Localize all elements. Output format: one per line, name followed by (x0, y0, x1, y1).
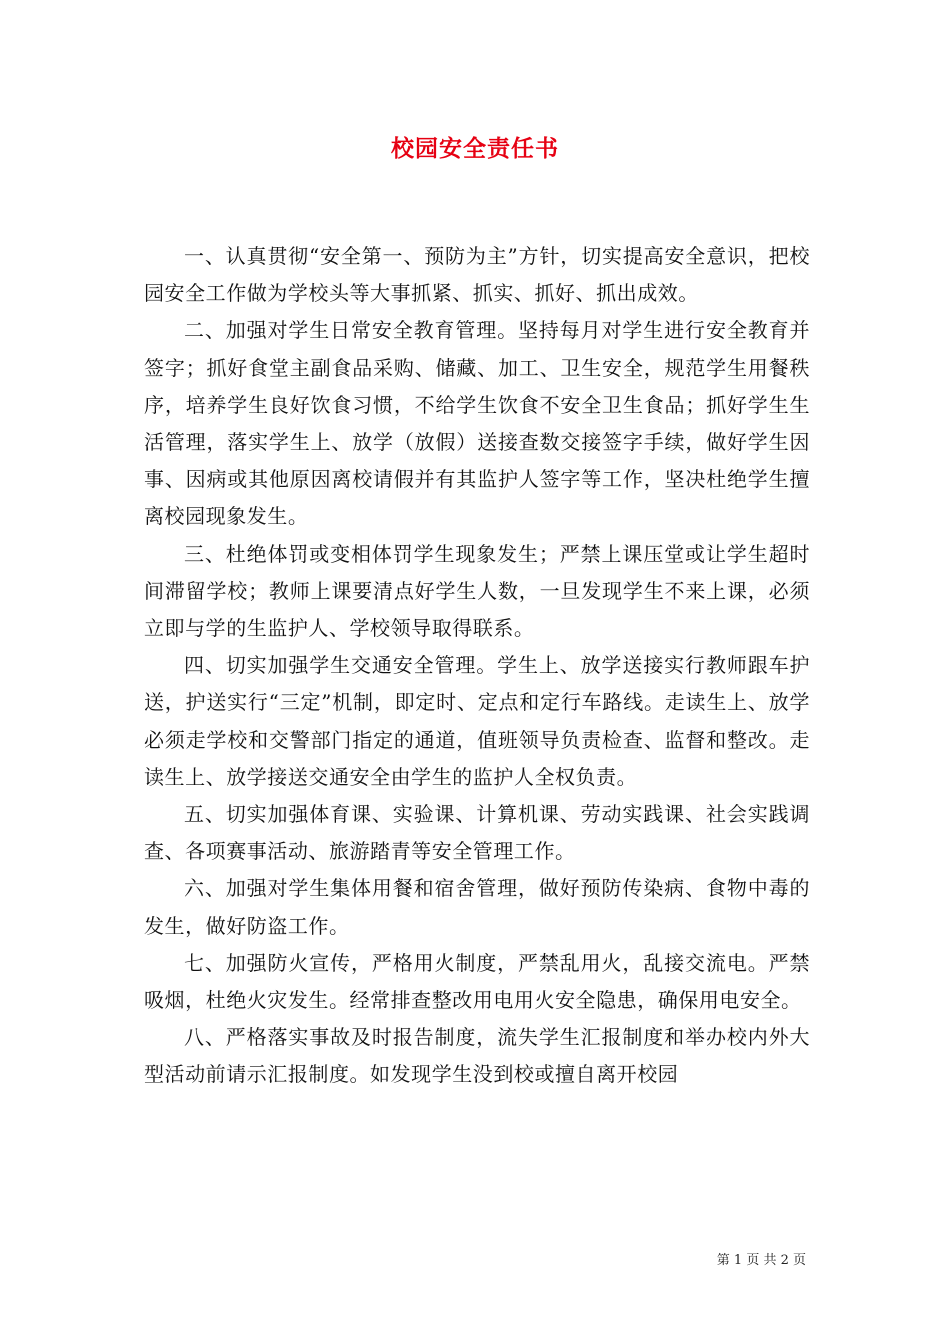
paragraph-3: 三、杜绝体罚或变相体罚学生现象发生；严禁上课压堂或让学生超时间滞留学校；教师上课要清点好学生人数，一旦发现学生不来上课，必须立即与学的生监护人、学校领导取得联系。 (144, 541, 810, 641)
paragraph-2: 二、加强对学生日常安全教育管理。坚持每月对学生进行安全教育并签字；抓好食堂主副食品采购、储藏、加工、卫生安全，规范学生用餐秩序，培养学生良好饮食习惯，不给学生饮食不安全卫生食品；抓好学生生活管理，落实学生上、放学（放假）送接查数交接签字手续，做好学生因事、因病或其他原因离校请假并有其监护人签字等工作，坚决杜绝学生擅离校园现象发生。 (144, 318, 810, 529)
paragraph-1: 一、认真贯彻“安全第一、预防为主”方针，切实提高安全意识，把校园安全工作做为学校头等大事抓紧、抓实、抓好、抓出成效。 (144, 244, 810, 306)
paragraph-6: 六、加强对学生集体用餐和宿舍管理，做好预防传染病、食物中毒的发生，做好防盗工作。 (144, 876, 810, 938)
document-body (144, 238, 810, 1094)
document-title: 校园安全责任书 (391, 135, 559, 162)
page-number-footer: 第 1 页 共 2 页 (716, 1253, 806, 1268)
paragraph-7: 七、加强防火宣传，严格用火制度，严禁乱用火，乱接交流电。严禁吸烟，杜绝火灾发生。经常排查整改用电用火安全隐患，确保用电安全。 (144, 950, 810, 1013)
paragraph-5: 五、切实加强体育课、实验课、计算机课、劳动实践课、社会实践调查、各项赛事活动、旅游踏青等安全管理工作。 (144, 802, 810, 864)
paragraph-8: 八、严格落实事故及时报告制度，流失学生汇报制度和举办校内外大型活动前请示汇报制度。如发现学生没到校或擅自离开校园 (144, 1025, 810, 1087)
paragraph-4: 四、切实加强学生交通安全管理。学生上、放学送接实行教师跟车护送，护送实行“三定”机制，即定时、定点和定行车路线。走读生上、放学必须走学校和交警部门指定的通道，值班领导负责检查、监督和整改。走读生上、放学接送交通安全由学生的监护人全权负责。 (144, 653, 810, 789)
